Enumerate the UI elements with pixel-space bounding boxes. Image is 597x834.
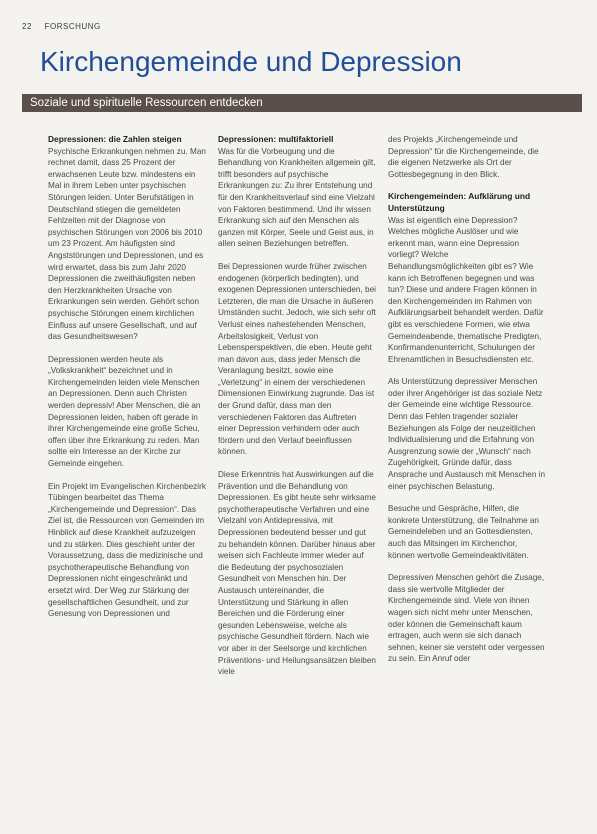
column-1: [48, 134, 206, 631]
page-number: 22: [22, 22, 32, 31]
section-heading: Depressionen: multifaktoriell: [218, 134, 334, 144]
paragraph: Als Unterstützung depressiver Menschen oder ihrer Angehöriger ist das soziale Netz der Gemeinde eine wichtige Ressource. Denn das Fehlen tragender sozialer Beziehungen als Folge der neuzeitlichen Individualisierung und die Erfahrung von Ausgrenzung sowie der „Wunsch“ nach Zugehörigkeit, Gründe dafür, dass Ansprache und Austausch mit Menschen in einer psychischen Belastung.: [388, 377, 546, 491]
paragraph: Ein Projekt im Evangelischen Kirchenbezirk Tübingen bearbeitet das Thema „Kirchengemeinde und Depression“. Das Ziel ist, die Ressourcen von Gemeinden im Hinblick auf diese Krankheit aufzuzeigen und zu stärken. Dies geschieht unter der Voraussetzung, dass die medizinische und psychotherapeutische Behandlung von Depressionen nicht eingeschränkt und ersetzt wird. Der Weg zur Stärkung der gesellschaftlichen Gesundheit, und zur Genesung von Depressionen und: [48, 481, 206, 619]
paragraph: Besuche und Gespräche, Hilfen, die konkrete Unterstützung, die Teilnahme an Gemeindeleben und an Gottesdiensten, auch das Mitsingen im Kirchenchor, können wertvolle Gemeindeaktivitäten.: [388, 504, 539, 560]
section-heading: Kirchengemeinden: Aufklärung und Unterstützung: [388, 191, 531, 213]
paragraph: Was für die Vorbeugung und die Behandlung von Krankheiten allgemein gilt, trifft besonders auf psychische Erkrankungen zu: Zu ihrer Entstehung und für den Krankheitsverlauf sind eine Vielzahl von Faktoren bestimmend. Und ihr wissen Erkrankung sich auf den Menschen als ganzen mit Körper, Seele und Geist aus, in allen seinen Beziehungen betreffen.: [218, 146, 376, 249]
paragraph: Was ist eigentlich eine Depression? Welches mögliche Auslöser und wie erkennt man, wann eine Depression vorliegt? Welche Behandlungsmöglichkeiten gibt es? Wie kann ich Betroffenen begegnen und was tun? Diese und andere Fragen können in den Kirchengemeinden im Rahmen von Aufklärungsarbeit behandelt werden. Dafür gibt es verschiedene Formen, wie etwa Gemeindeabende, thematische Predigten, Konfirmandenunterricht, Schulungen der Ehrenamtlichen in Besuchsdiensten etc.: [388, 215, 544, 364]
section-label: FORSCHUNG: [44, 22, 101, 31]
paragraph: Depressiven Menschen gehört die Zusage, dass sie wertvolle Mitglieder der Kirchengemeinde sind. Viele von ihnen wagen sich nicht mehr unter Menschen, oder können die Gemeinschaft kaum ertragen, auch wenn sie sich danach sehnen, keiner sie versteht oder vergessen zu sein. Ein Anruf oder: [388, 573, 545, 664]
running-header: [22, 22, 101, 31]
subtitle-banner: Soziale und spirituelle Ressourcen entdecken: [22, 94, 582, 112]
paragraph: Bei Depressionen wurde früher zwischen endogenen (körperlich bedingten), und exogenen Depressionen unterschieden, bei Letzteren, die man die Ursache in äußeren Umständen sucht. Jedoch, wie sich sehr oft Verlust eines nahestehenden Menschen, Arbeitslosigkeit, Verlust von Lebensperspektiven, die eben. Heute geht man davon aus, dass jeder Mensch die Veranlagung besitzt, sowie eine „Verletzung“ in einem der verschiedenen Dimensionen Einwirkung zugrunde. Das ist der Grund dafür, dass man den verschiedenen Faktoren das Auftreten einer Depression verhindern oder auch fördern und den Verlauf beeinflussen können.: [218, 261, 376, 457]
column-2: [218, 134, 376, 689]
paragraph: Psychische Erkrankungen nehmen zu. Man rechnet damit, dass 25 Prozent der erwachsenen Leute bzw. mindestens ein Mal in ihrem Leben unter psychischen Störungen leiden. Unter Berufstätigen in Deutschland stiegen die gemeldeten Fehlzeiten mit der Diagnose von psychischen Störungen von 2006 bis 2010 um 23 Prozent. Am häufigsten sind Angststörungen und Depressionen, und es wird erwartet, dass bis zum Jahr 2020 Depressionen die zweithäufigsten neben den Herzkrankheiten Ursache von Erkrankungen sein werden. Gehört schon psychische Störungen einem kirchlichen Einfluss auf unsere Gesellschaft, und auf das Gesundheitswesen?: [48, 146, 206, 342]
section-heading: Depressionen: die Zahlen steigen: [48, 134, 182, 144]
paragraph: Diese Erkenntnis hat Auswirkungen auf die Prävention und die Behandlung von Depressionen. Es gibt heute sehr wirksame psychotherapeutische Verfahren und eine Vielzahl von Antidepressiva, mit Depressionen bedeutend besser und gut zu behandeln können. Darüber hinaus aber weisen sich Fachleute immer wieder auf die Bedeutung der psychosozialen Gesundheit von Menschen hin. Der Austausch untereinander, die Unterstützung und Stärkung in allen Bereichen und die Förderung einer gesunden Lebensweise, welche als psychische Gesundheit fördern. Nach wie vor aber in der Seelsorge und kirchlichen Präventions- und Heilungsansätzen bleiben viele: [218, 470, 376, 677]
column-3: [388, 134, 546, 676]
paragraph: des Projekts „Kirchengemeinde und Depression“ für die Kirchengemeinde, die die eigenen Netzwerke als Ort der Gottesbegegnung in den Blick.: [388, 135, 539, 179]
paragraph: Depressionen werden heute als „Volkskrankheit“ bezeichnet und in Kirchengemeinden leiden viele Menschen an Depressionen. Denn auch Christen werden depressiv! Aber Menschen, die an Depressionen leiden, haben oft gerade in ihrer Kirchengemeinde eine große Scheu, offen über ihre Erkrankung zu reden. Man sollte ein Interesse an der Kirche zur Gemeinde eingehen.: [48, 354, 201, 469]
page-title: Kirchengemeinde und Depression: [40, 46, 462, 77]
